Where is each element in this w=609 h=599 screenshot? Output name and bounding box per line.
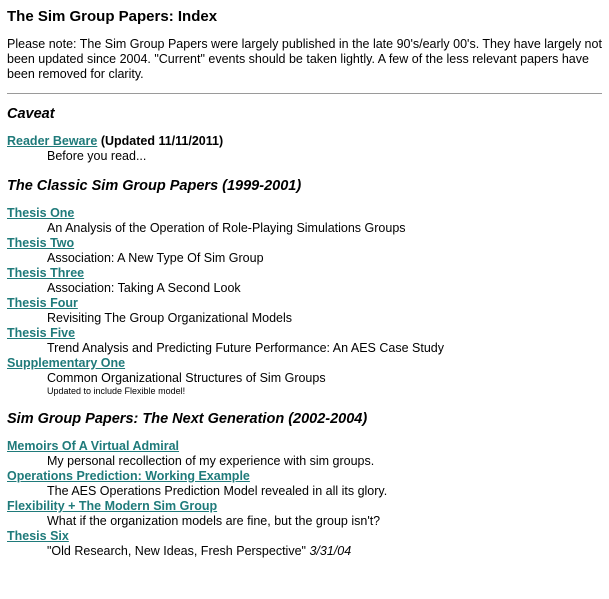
memoirs-link[interactable]: Memoirs Of A Virtual Admiral bbox=[7, 439, 180, 453]
list-item bbox=[7, 469, 602, 484]
thesis-four-link[interactable]: Thesis Four bbox=[7, 296, 78, 310]
supplementary-one-note: Updated to include Flexible model! bbox=[47, 386, 186, 396]
thesis-one-desc: An Analysis of the Operation of Role-Playing Simulations Groups bbox=[47, 221, 406, 235]
supplementary-one-link[interactable]: Supplementary One bbox=[7, 356, 126, 370]
classic-section bbox=[7, 178, 602, 397]
thesis-three-link[interactable]: Thesis Three bbox=[7, 266, 85, 280]
thesis-five-desc: Trend Analysis and Predicting Future Performance: An AES Case Study bbox=[47, 341, 444, 355]
list-item bbox=[7, 356, 602, 371]
list-item bbox=[7, 439, 602, 454]
thesis-five-link[interactable]: Thesis Five bbox=[7, 326, 76, 340]
operations-prediction-desc: The AES Operations Prediction Model revealed in all its glory. bbox=[47, 484, 388, 498]
list-item bbox=[7, 206, 602, 221]
reader-beware-link[interactable]: Reader Beware bbox=[7, 134, 98, 148]
thesis-three-desc: Association: Taking A Second Look bbox=[47, 281, 241, 295]
list-item bbox=[7, 266, 602, 281]
classic-heading: The Classic Sim Group Papers (1999-2001) bbox=[7, 178, 302, 194]
thesis-six-quote: "Old Research, New Ideas, Fresh Perspective" bbox=[47, 544, 306, 558]
supplementary-one-desc: Common Organizational Structures of Sim Groups bbox=[47, 371, 326, 385]
notice-text: Please note: The Sim Group Papers were largely published in the late 90's/early 00's. They have largely not been updated since 2004. "Current" events should be taken lightly. A few of the less relevant papers have been removed for clarity. bbox=[7, 37, 602, 81]
caveat-heading: Caveat bbox=[7, 106, 55, 122]
list-item bbox=[7, 296, 602, 311]
list-item bbox=[7, 499, 602, 514]
caveat-entry bbox=[7, 134, 602, 149]
thesis-two-desc: Association: A New Type Of Sim Group bbox=[47, 251, 264, 265]
thesis-one-link[interactable]: Thesis One bbox=[7, 206, 75, 220]
divider bbox=[7, 93, 602, 94]
thesis-six-link[interactable]: Thesis Six bbox=[7, 529, 69, 543]
list-item bbox=[7, 236, 602, 251]
list-item bbox=[7, 326, 602, 341]
memoirs-desc: My personal recollection of my experience with sim groups. bbox=[47, 454, 375, 468]
nextgen-heading: Sim Group Papers: The Next Generation (2002-2004) bbox=[7, 411, 368, 427]
thesis-two-link[interactable]: Thesis Two bbox=[7, 236, 75, 250]
list-item bbox=[7, 529, 602, 544]
operations-prediction-link[interactable]: Operations Prediction: Working Example bbox=[7, 469, 250, 483]
thesis-six-desc bbox=[47, 544, 602, 559]
thesis-six-date: 3/31/04 bbox=[309, 544, 352, 558]
flexibility-desc: What if the organization models are fine, but the group isn't? bbox=[47, 514, 381, 528]
caveat-section bbox=[7, 106, 602, 164]
nextgen-section bbox=[7, 411, 602, 559]
flexibility-link[interactable]: Flexibility + The Modern Sim Group bbox=[7, 499, 218, 513]
caveat-desc: Before you read... bbox=[47, 149, 147, 163]
thesis-four-desc: Revisiting The Group Organizational Models bbox=[47, 311, 293, 325]
updated-label: (Updated 11/11/2011) bbox=[100, 134, 224, 148]
page-title: The Sim Group Papers: Index bbox=[7, 8, 218, 25]
